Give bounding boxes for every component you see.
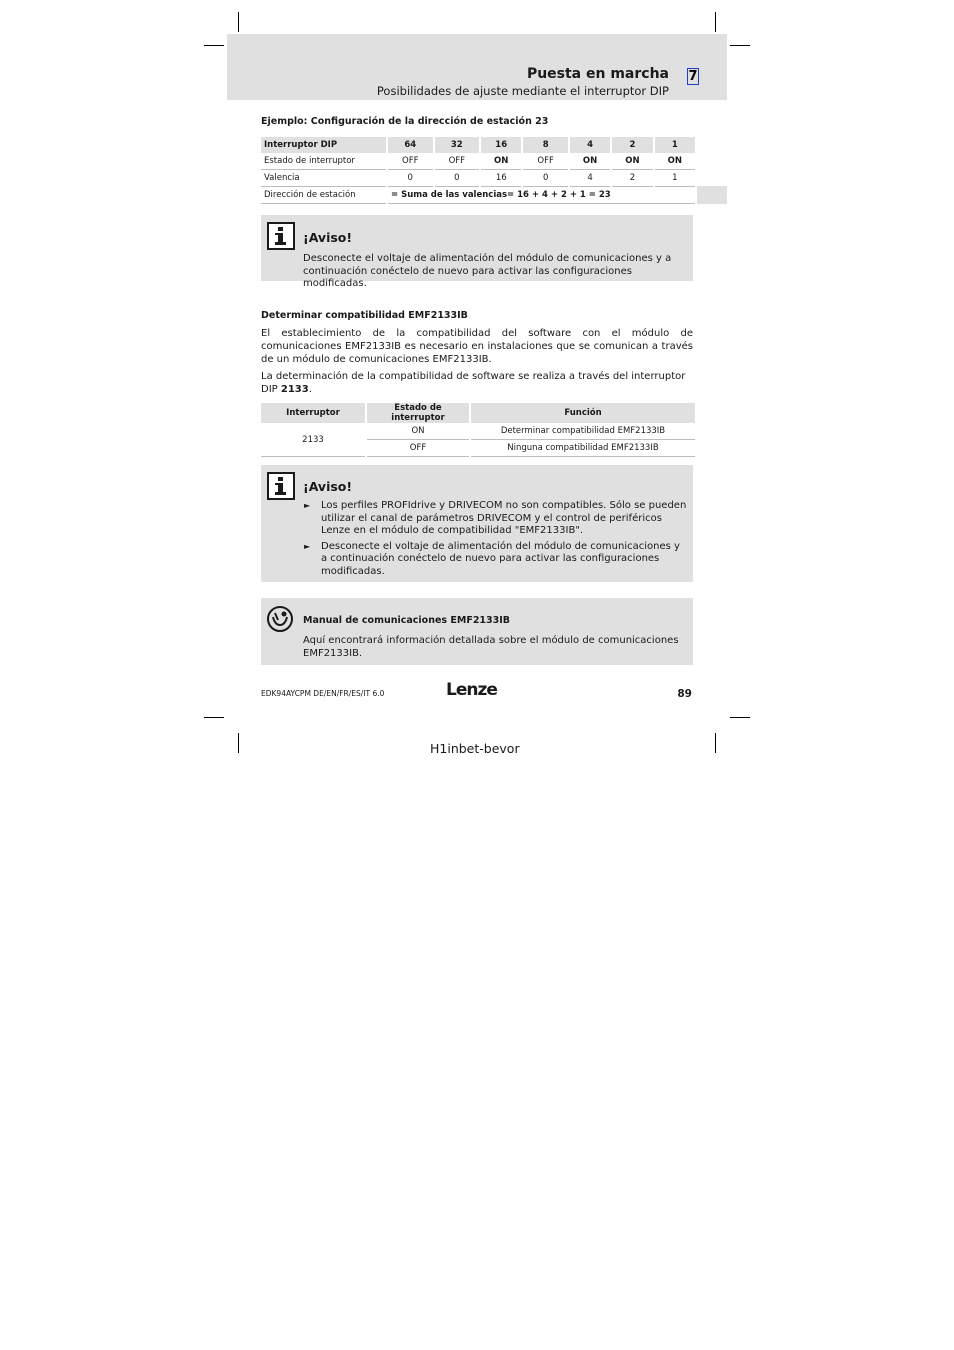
crop-mark [204, 717, 224, 718]
dip-switch-table [259, 137, 697, 204]
notice-box [261, 465, 693, 582]
crop-mark [715, 733, 716, 753]
manual-reference-icon [266, 605, 294, 633]
compat-table [259, 403, 697, 457]
paragraph-text: . [308, 383, 312, 395]
table-cell: Determinar compatibilidad EMF2133IB [471, 423, 695, 440]
list-item-text: Desconecte el voltaje de alimentación del módulo de comunicaciones y a continuación conéctelo de nuevo para activar las configuraciones modificadas. [321, 540, 680, 577]
chapter-title: Puesta en marcha [526, 66, 669, 82]
table-header-cell: 4 [570, 137, 610, 153]
table-header-cell: Estado de interruptor [367, 403, 469, 423]
crop-mark [238, 733, 239, 753]
table-cell-formula: = Suma de las valencias= 16 + 4 + 2 + 1 = 23 [388, 187, 695, 204]
table-cell: ON [570, 153, 610, 170]
table-cell: 2133 [261, 423, 365, 457]
compat-paragraph [261, 371, 693, 397]
table-cell: Dirección de estación [261, 187, 386, 204]
crop-mark [715, 12, 716, 32]
table-cell: 0 [435, 170, 480, 187]
notice-title: ¡Aviso! [303, 479, 353, 494]
manual-text: Aquí encontrará información detallada sobre el módulo de comunicaciones EMF2133IB. [303, 635, 679, 659]
table-cell: Ninguna compatibilidad EMF2133IB [471, 440, 695, 457]
bullet-arrow-icon: ► [304, 501, 311, 510]
crop-mark [204, 45, 224, 46]
chapter-subtitle: Posibilidades de ajuste mediante el interruptor DIP [376, 84, 669, 98]
table-cell: OFF [435, 153, 480, 170]
manual-title: Manual de comunicaciones EMF2133IB [303, 615, 511, 626]
lenze-logo: Lenze [446, 680, 497, 700]
table-header-cell: 1 [655, 137, 695, 153]
crop-mark [730, 717, 750, 718]
example-heading: Ejemplo: Configuración de la dirección de estación 23 [261, 116, 549, 127]
chapter-side-tab [697, 186, 727, 204]
table-cell: 1 [655, 170, 695, 187]
table-cell: OFF [367, 440, 469, 457]
table-cell: OFF [523, 153, 568, 170]
table-cell: Estado de interruptor [261, 153, 386, 170]
table-cell: 0 [523, 170, 568, 187]
notice-bullet-list [303, 500, 687, 581]
crop-mark [238, 12, 239, 32]
table-cell: 4 [570, 170, 610, 187]
crop-mark [730, 45, 750, 46]
table-header-cell: 8 [523, 137, 568, 153]
table-header-row [261, 137, 695, 153]
table-header-cell: 16 [481, 137, 521, 153]
notice-box [261, 215, 693, 289]
manual-reference-box [261, 598, 693, 665]
table-row [261, 187, 695, 204]
bullet-arrow-icon: ► [304, 541, 311, 551]
table-header-cell: Interruptor [261, 403, 365, 423]
document-id: EDK94AYCPM DE/EN/FR/ES/IT 6.0 [261, 689, 385, 698]
table-cell: 0 [388, 170, 433, 187]
table-header-cell: 64 [388, 137, 433, 153]
compat-paragraph: El establecimiento de la compatibilidad del software con el módulo de comunicaciones EMF2133IB es necesario en instalaciones que se comunican a través de un módulo de comunicaciones EMF2133IB. [261, 328, 693, 365]
table-cell: ON [367, 423, 469, 440]
table-header-cell: 32 [435, 137, 480, 153]
table-cell: ON [612, 153, 652, 170]
table-cell: 16 [481, 170, 521, 187]
table-row [261, 153, 695, 170]
table-cell: 2 [612, 170, 652, 187]
table-cell: Valencia [261, 170, 386, 187]
table-cell: ON [481, 153, 521, 170]
compat-heading: Determinar compatibilidad EMF2133IB [261, 310, 468, 321]
chapter-number: 7 [688, 69, 698, 84]
table-header-cell: 2 [612, 137, 652, 153]
list-item [303, 500, 687, 538]
table-header-cell: Función [471, 403, 695, 423]
table-cell: OFF [388, 153, 433, 170]
info-icon [267, 222, 295, 250]
table-header-cell: Interruptor DIP [261, 137, 386, 153]
list-item-text: Los perfiles PROFIdrive y DRIVECOM no son compatibles. Sólo se pueden utilizar el canal de parámetros DRIVECOM y el control de periféricos Lenze en el módulo de compatibilidad "EMF2133IB". [321, 500, 687, 536]
table-header-row [261, 403, 695, 423]
list-item [303, 541, 687, 579]
table-row [261, 170, 695, 187]
paragraph-text: La determinación de la compatibilidad de software se realiza a través del interruptor DIP [261, 371, 686, 395]
notice-title: ¡Aviso! [303, 230, 353, 245]
notice-text: Desconecte el voltaje de alimentación del módulo de comunicaciones y a continuación conéctelo de nuevo para activar las configuraciones modificadas. [303, 253, 672, 289]
paragraph-bold-text: 2133 [280, 383, 309, 395]
table-row [261, 423, 695, 440]
source-filename: H1inbet-bevor [430, 741, 520, 756]
table-cell: ON [655, 153, 695, 170]
info-icon [267, 472, 295, 500]
page-number: 89 [677, 688, 692, 700]
